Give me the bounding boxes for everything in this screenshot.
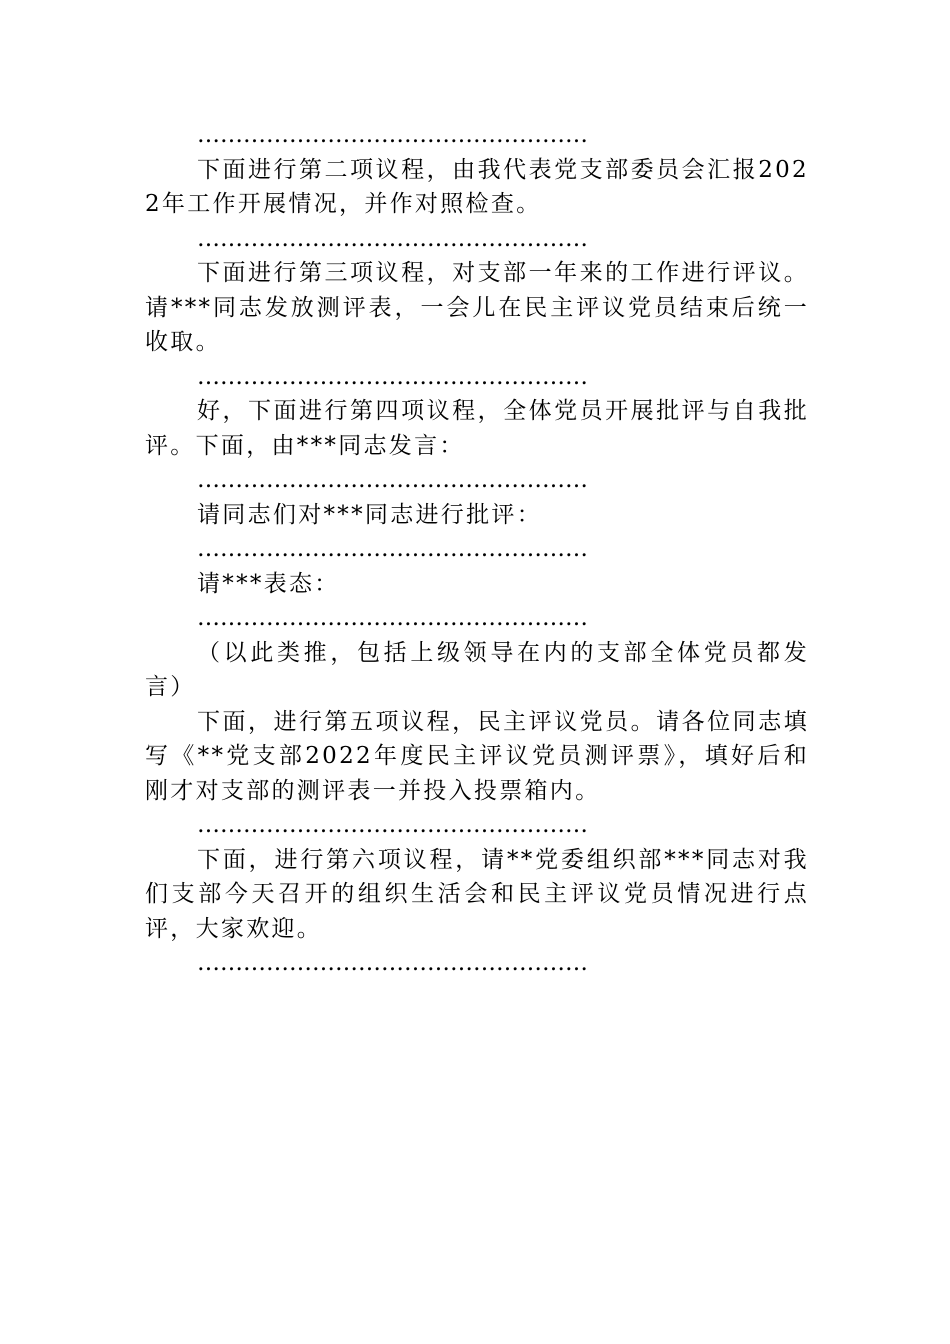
ellipsis-line: …………………………………………… bbox=[197, 536, 588, 562]
ellipsis-line: …………………………………………… bbox=[197, 122, 588, 148]
paragraph-agenda-5: 下面，进行第五项议程，民主评议党员。请各位同志填写《**党支部2022年度民主评议党员测评票》，填好后和刚才对支部的测评表一并投入投票箱内。 bbox=[145, 708, 809, 804]
document-body bbox=[145, 118, 809, 981]
ellipsis-line: …………………………………………… bbox=[197, 363, 588, 390]
ellipsis-line: …………………………………………… bbox=[197, 225, 588, 252]
paragraph-agenda-2: 下面进行第二项议程，由我代表党支部委员会汇报2022年工作开展情况，并作对照检查。 bbox=[145, 156, 809, 217]
paragraph-criticism-request: 请同志们对***同志进行批评： bbox=[197, 501, 542, 528]
paragraph-agenda-6: 下面，进行第六项议程，请**党委组织部***同志对我们支部今天召开的组织生活会和民主评议党员情况进行点评，大家欢迎。 bbox=[145, 846, 809, 942]
paragraph-agenda-3: 下面进行第三项议程，对支部一年来的工作进行评议。请***同志发放测评表，一会儿在民主评议党员结束后统一收取。 bbox=[145, 260, 809, 355]
paragraph-agenda-4: 好，下面进行第四项议程，全体党员开展批评与自我批评。下面，由***同志发言： bbox=[145, 398, 809, 459]
paragraph-note: （以此类推，包括上级领导在内的支部全体党员都发言） bbox=[145, 639, 809, 700]
ellipsis-line: …………………………………………… bbox=[197, 950, 588, 976]
ellipsis-line: …………………………………………… bbox=[197, 605, 588, 631]
ellipsis-line: …………………………………………… bbox=[197, 812, 588, 838]
ellipsis-line: …………………………………………… bbox=[197, 467, 588, 493]
paragraph-statement-request: 请***表态： bbox=[197, 570, 340, 597]
